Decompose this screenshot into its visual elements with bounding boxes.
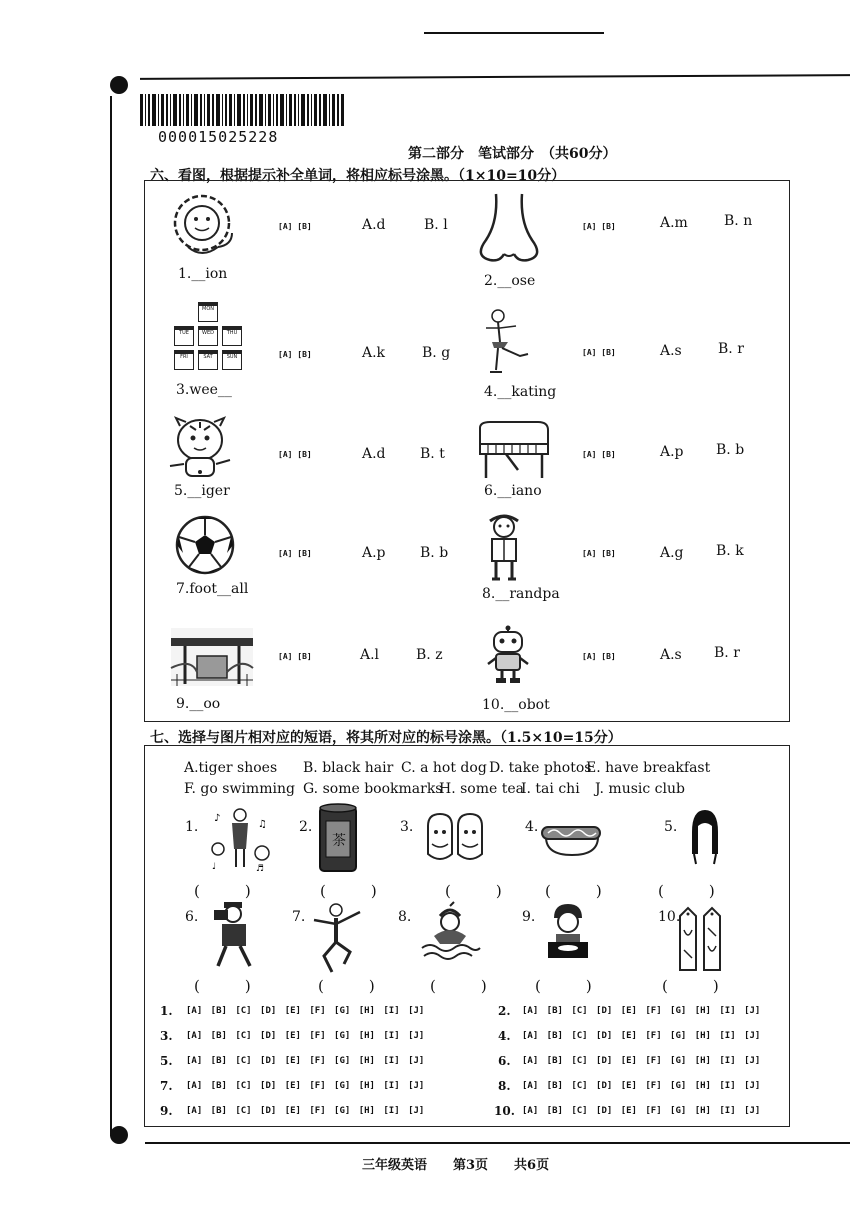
item1-option-a[interactable]: A.d (362, 217, 386, 233)
nose-image (474, 192, 544, 271)
answer-row-2-bubbles[interactable]: [A] [B] [C] [D] [E] [F] [G] [H] [I] [J] (522, 1006, 761, 1016)
pic8-image (420, 902, 480, 966)
answer-row-4-bubbles[interactable]: [A] [B] [C] [D] [E] [F] [G] [H] [I] [J] (522, 1031, 761, 1041)
calendar-day: SAT (198, 350, 218, 370)
hot-dog-icon (540, 815, 602, 859)
pic10-image (678, 906, 724, 976)
phrase-option-j: J. music club (595, 781, 685, 797)
answer-row-8-bubbles[interactable]: [A] [B] [C] [D] [E] [F] [G] [H] [I] [J] (522, 1081, 761, 1091)
black-hair-icon (688, 808, 722, 866)
phrase-option-c: C. a hot dog (401, 760, 487, 776)
robot-image (486, 626, 530, 688)
item6-label: 6.__iano (484, 483, 542, 499)
tea-can-icon (318, 803, 358, 875)
item8-option-a[interactable]: A.g (660, 545, 684, 561)
frame-top-line (140, 74, 850, 80)
answer-row-10-number: 10. (494, 1104, 515, 1118)
answer-row-6-bubbles[interactable]: [A] [B] [C] [D] [E] [F] [G] [H] [I] [J] (522, 1056, 761, 1066)
tiger-shoes-icon (424, 810, 488, 866)
section6-title: 六、看图，根据提示补全单词，将相应标号涂黑。（1×10=10分） (150, 168, 566, 184)
calendar-day: WED (198, 326, 218, 346)
item5-bubbles[interactable]: [A] [B] (278, 450, 312, 459)
pic4-image (540, 815, 602, 863)
answer-row-7-number: 7. (160, 1079, 173, 1093)
phrase-option-b: B. black hair (303, 760, 394, 776)
item10-option-a[interactable]: A.s (660, 647, 682, 663)
answer-row-1-number: 1. (160, 1004, 173, 1018)
calendar-day: THU (222, 326, 242, 346)
item7-label: 7.foot__all (176, 581, 249, 597)
pic1-number: 1. (185, 819, 199, 835)
phrase-option-f: F. go swimming (184, 781, 295, 797)
phrase-option-e: E. have breakfast (586, 760, 711, 776)
svg-text:♩: ♩ (212, 862, 217, 872)
pic5-number: 5. (664, 819, 678, 835)
barcode-number: 000015025228 (158, 128, 279, 146)
item3-label: 3.wee__ (176, 382, 232, 398)
answer-blank-5[interactable]: ( ) (658, 882, 715, 900)
tiger-image (166, 416, 238, 486)
answer-row-7-bubbles[interactable]: [A] [B] [C] [D] [E] [F] [G] [H] [I] [J] (186, 1081, 425, 1091)
item7-bubbles[interactable]: [A] [B] (278, 549, 312, 558)
item2-option-b[interactable]: B. n (724, 213, 753, 229)
answer-row-5-bubbles[interactable]: [A] [B] [C] [D] [E] [F] [G] [H] [I] [J] (186, 1056, 425, 1066)
pic5-image (688, 808, 722, 870)
item4-label: 4.__kating (484, 384, 557, 400)
item8-option-b[interactable]: B. k (716, 543, 744, 559)
answer-blank-4[interactable]: ( ) (545, 882, 602, 900)
svg-text:♬: ♬ (256, 864, 265, 874)
pic3-number: 3. (400, 819, 414, 835)
zoo-icon (171, 628, 253, 686)
football-image (175, 515, 235, 579)
answer-blank-9[interactable]: ( ) (535, 977, 592, 995)
punch-hole-top (110, 76, 128, 94)
bookmarks-icon (678, 906, 724, 972)
item5-option-b[interactable]: B. t (420, 446, 445, 462)
item5-option-a[interactable]: A.d (362, 446, 386, 462)
answer-blank-7[interactable]: ( ) (318, 977, 375, 995)
item9-option-a[interactable]: A.l (360, 647, 380, 663)
barcode-bars (140, 94, 345, 126)
item9-option-b[interactable]: B. z (416, 647, 443, 663)
tiger-icon (166, 416, 238, 482)
item2-bubbles[interactable]: [A] [B] (582, 222, 616, 231)
have-breakfast-icon (546, 902, 590, 962)
phrase-option-i: I. tai chi (521, 781, 580, 797)
item1-option-b[interactable]: B. l (424, 217, 448, 233)
item6-option-a[interactable]: A.p (660, 444, 684, 460)
punch-hole-bottom (110, 1126, 128, 1144)
item6-option-b[interactable]: B. b (716, 442, 745, 458)
section7-title: 七、选择与图片相对应的短语，将其所对应的标号涂黑。（1.5×10=15分） (150, 730, 622, 746)
item10-label: 10.__obot (482, 697, 550, 713)
pic8-number: 8. (398, 909, 412, 925)
phrase-option-h: H. some tea (439, 781, 524, 797)
item2-option-a[interactable]: A.m (660, 215, 688, 231)
answer-row-6-number: 6. (498, 1054, 511, 1068)
item6-bubbles[interactable]: [A] [B] (582, 450, 616, 459)
item3-option-a[interactable]: A.k (362, 345, 386, 361)
pic2-number: 2. (299, 819, 313, 835)
lion-icon (166, 193, 238, 261)
pic9-number: 9. (522, 909, 536, 925)
answer-blank-10[interactable]: ( ) (662, 977, 719, 995)
pic6-number: 6. (185, 909, 199, 925)
answer-row-9-number: 9. (160, 1104, 173, 1118)
go-swimming-icon (420, 902, 480, 962)
answer-row-9-bubbles[interactable]: [A] [B] [C] [D] [E] [F] [G] [H] [I] [J] (186, 1106, 425, 1116)
item4-option-a[interactable]: A.s (660, 343, 682, 359)
answer-row-3-number: 3. (160, 1029, 173, 1043)
frame-left-line (110, 96, 112, 1136)
pic2-image (318, 803, 358, 879)
item4-bubbles[interactable]: [A] [B] (582, 348, 616, 357)
phrase-option-d: D. take photos (489, 760, 592, 776)
barcode (140, 94, 345, 126)
piano-image (476, 422, 552, 484)
pic7-number: 7. (292, 909, 306, 925)
calendar-day: FRI (174, 350, 194, 370)
answer-row-3-bubbles[interactable]: [A] [B] [C] [D] [E] [F] [G] [H] [I] [J] (186, 1031, 425, 1041)
answer-row-10-bubbles[interactable]: [A] [B] [C] [D] [E] [F] [G] [H] [I] [J] (522, 1106, 761, 1116)
item3-bubbles[interactable]: [A] [B] (278, 350, 312, 359)
item7-option-b[interactable]: B. b (420, 545, 449, 561)
answer-blank-1[interactable]: ( ) (194, 882, 251, 900)
skater-icon (480, 308, 536, 376)
svg-text:♪: ♪ (214, 813, 221, 824)
item3-option-b[interactable]: B. g (422, 345, 451, 361)
answer-row-1-bubbles[interactable]: [A] [B] [C] [D] [E] [F] [G] [H] [I] [J] (186, 1006, 425, 1016)
frame-bottom-line (145, 1142, 850, 1144)
pic4-number: 4. (525, 819, 539, 835)
item2-label: 2.__ose (484, 273, 536, 289)
answer-blank-3[interactable]: ( ) (445, 882, 502, 900)
skater-image (480, 308, 536, 380)
item10-option-b[interactable]: B. r (714, 645, 740, 661)
grandpa-image (484, 513, 524, 587)
take-photos-icon (210, 900, 258, 970)
item9-label: 9.__oo (176, 696, 221, 712)
robot-icon (486, 626, 530, 684)
answer-row-4-number: 4. (498, 1029, 511, 1043)
item7-option-a[interactable]: A.p (362, 545, 386, 561)
svg-text:茶: 茶 (332, 833, 346, 849)
answer-row-8-number: 8. (498, 1079, 511, 1093)
item1-label: 1.__ion (178, 266, 228, 282)
phrase-option-a: A.tiger shoes (184, 760, 278, 776)
page-footer: 三年级英语 第3页 共6页 (362, 1158, 550, 1173)
top-rule (424, 32, 604, 34)
music-club-icon (210, 805, 272, 873)
pic6-image (210, 900, 258, 974)
answer-blank-8[interactable]: ( ) (430, 977, 487, 995)
tai-chi-icon (312, 902, 364, 974)
item10-bubbles[interactable]: [A] [B] (582, 652, 616, 661)
grandpa-icon (484, 513, 524, 583)
phrase-option-g: G. some bookmarks (303, 781, 443, 797)
answer-blank-2[interactable]: ( ) (320, 882, 377, 900)
zoo-image (171, 628, 253, 690)
item5-label: 5.__iger (174, 483, 230, 499)
piano-icon (476, 422, 552, 480)
item9-bubbles[interactable]: [A] [B] (278, 652, 312, 661)
answer-row-5-number: 5. (160, 1054, 173, 1068)
item4-option-b[interactable]: B. r (718, 341, 744, 357)
pic3-image (424, 810, 488, 870)
calendar-image (170, 302, 246, 372)
nose-icon (474, 192, 544, 267)
item8-label: 8.__randpa (482, 586, 560, 602)
pic7-image (312, 902, 364, 978)
football-icon (175, 515, 235, 575)
item1-bubbles[interactable]: [A] [B] (278, 222, 312, 231)
answer-blank-6[interactable]: ( ) (194, 977, 251, 995)
lion-image (166, 193, 238, 265)
calendar-day: TUE (174, 326, 194, 346)
calendar-day: MON (198, 302, 218, 322)
pic1-image (210, 805, 272, 877)
answer-row-2-number: 2. (498, 1004, 511, 1018)
pic9-image (546, 902, 590, 966)
item8-bubbles[interactable]: [A] [B] (582, 549, 616, 558)
calendar-day: SUN (222, 350, 242, 370)
pic10-number: 10. (658, 909, 681, 925)
svg-text:♫: ♫ (258, 819, 267, 830)
part-header: 第二部分 笔试部分 （共60分） (408, 146, 617, 162)
